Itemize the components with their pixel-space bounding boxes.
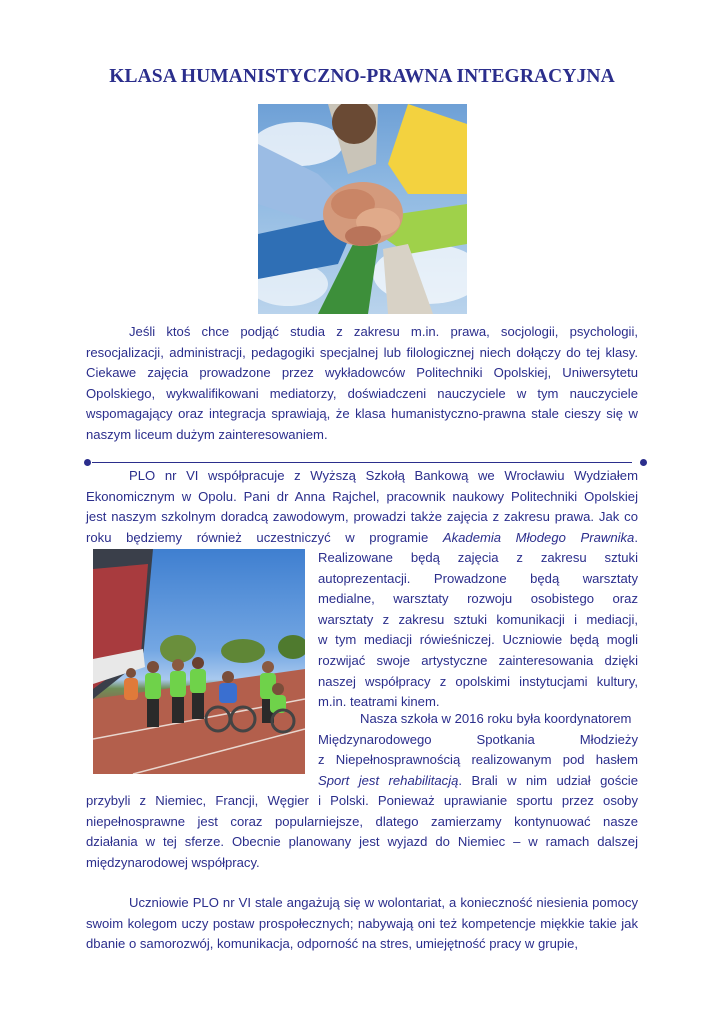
program-name: Akademia Młodego Prawnika: [442, 529, 635, 545]
slogan: Sport jest rehabilitacją: [318, 772, 459, 788]
workshops-paragraph: Realizowane będą zajęcia z zakresu sztuki autoprezentacji. Prowadzone będą warsztaty medialne, warsztaty rozwoju osobistego oraz warsztaty z zakresu sztuki komunikacji i mediacji, w tym mediacji rówieśniczej. Uczniowie będą mogli rozwijać swoje artystyczne zainteresowania dzięki naszej współpracy z opolskimi instytucjami kultury, m.in. teatrami kinem.: [318, 550, 638, 710]
international-meeting-continuation: przybyli z Niemiec, Francji, Węgier i Polski. Ponieważ uprawianie sportu przez osoby niepełnosprawne jest coraz popularniejsze, dlatego zamierzamy kontynuować nasze działania w tej sferze. Obecnie planowany jest wyjazd do Niemiec – w ramach dalszej międzynarodowej współpracy.: [86, 793, 638, 870]
divider-dot-right: [640, 459, 647, 466]
hands-together-photo: [258, 104, 467, 314]
divider-dot-left: [84, 459, 91, 466]
volunteering-paragraph: Uczniowie PLO nr VI stale angażują się w wolontariat, a konieczność niesienia pomocy swoim kolegom uczy postaw prospołecznych; nabywają oni też kompetencje miękkie takie jak dbanie o samorozwój, komunikacja, odporność na stres, umiejętność pracy w grupie,: [86, 895, 638, 952]
page-title: KLASA HUMANISTYCZNO-PRAWNA INTEGRACYJNA: [109, 66, 615, 87]
students-track-photo: [93, 549, 305, 774]
intro-paragraph: Jeśli ktoś chce podjąć studia z zakresu m.in. prawa, socjologii, psychologii, resocjalizacji, administracji, pedagogiki specjalnej lub filologicznej niech dołączy do tej klasy. Ciekawe zajęcia prowadzone przez wykładowców Politechniki Opolskiej, Uniwersytetu Opolskiego, wykwalifikowani mediatorzy, doświadczeni nauczyciele w tym nauczyciele wspomagający oraz integracja sprawiają, że klasa humanistyczno-prawna stale cieszy się w naszym liceum dużym zainteresowaniem.: [86, 324, 638, 442]
divider-line: [92, 462, 632, 463]
international-meeting-paragraph: Nasza szkoła w 2016 roku była koordynatorem Międzynarodowego Spotkania Młodzieży z Niepełnosprawnością realizowanym pod hasłem Sport jest rehabilitacją. Brali w nim udział goście: [318, 711, 638, 788]
cooperation-paragraph: PLO nr VI współpracuje z Wyższą Szkołą Bankową we Wrocławiu Wydziałem Ekonomicznym w Opolu. Pani dr Anna Rajchel, pracownik naukowy Politechniki Opolskiej jest naszym szkolnym doradcą zawodowym, prowadzi także zajęcia z zakresu prawa. Jak co roku będziemy również uczestniczyć w programie Akademia Młodego Prawnika.: [86, 468, 638, 545]
